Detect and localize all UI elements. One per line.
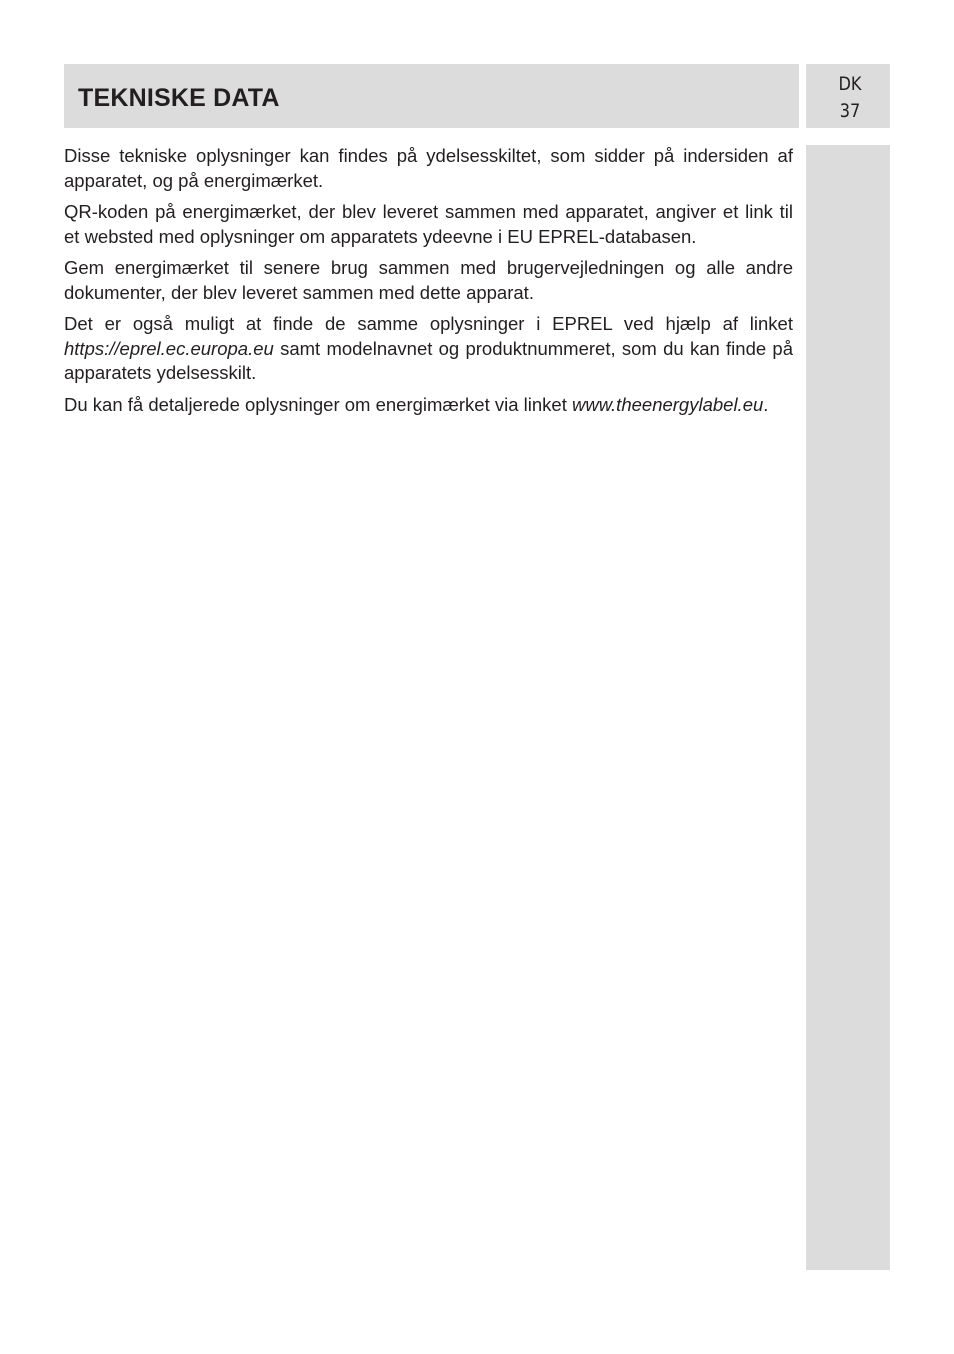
body-text	[64, 144, 793, 424]
paragraph-5-text-end: .	[763, 393, 769, 415]
side-margin-strip	[806, 145, 890, 1270]
paragraph-4-text-end: samt modelnavnet og produktnummeret, som du kan finde på apparatets ydelsesskilt.	[64, 337, 793, 383]
paragraph-4	[64, 312, 793, 386]
paragraph-5-text: Du kan få detaljerede oplysninger om energimærket via linket	[64, 393, 572, 415]
page-marker	[806, 64, 890, 128]
page-number: 37	[839, 100, 861, 122]
paragraph-1: Disse tekniske oplysninger kan findes på ydelsesskiltet, som sidder på indersiden af apparatet, og på energimærket.	[64, 145, 793, 191]
eprel-link[interactable]: https://eprel.ec.europa.eu	[64, 337, 274, 359]
section-header-bar	[64, 64, 799, 128]
page-title: TEKNISKE DATA	[78, 83, 280, 112]
paragraph-3: Gem energimærket til senere brug sammen med brugervejledningen og alle andre dokumenter, der blev leveret sammen med dette apparat.	[64, 257, 793, 303]
paragraph-5	[64, 393, 793, 418]
energylabel-link[interactable]: www.theenergylabel.eu	[571, 393, 764, 415]
paragraph-2: QR-koden på energimærket, der blev leveret sammen med apparatet, angiver et link til et websted med oplysninger om apparatets ydeevne i EU EPREL-databasen.	[64, 201, 793, 247]
paragraph-4-text: Det er også muligt at finde de samme oplysninger i EPREL ved hjælp af linket	[64, 313, 793, 334]
language-code: DK	[838, 73, 862, 95]
